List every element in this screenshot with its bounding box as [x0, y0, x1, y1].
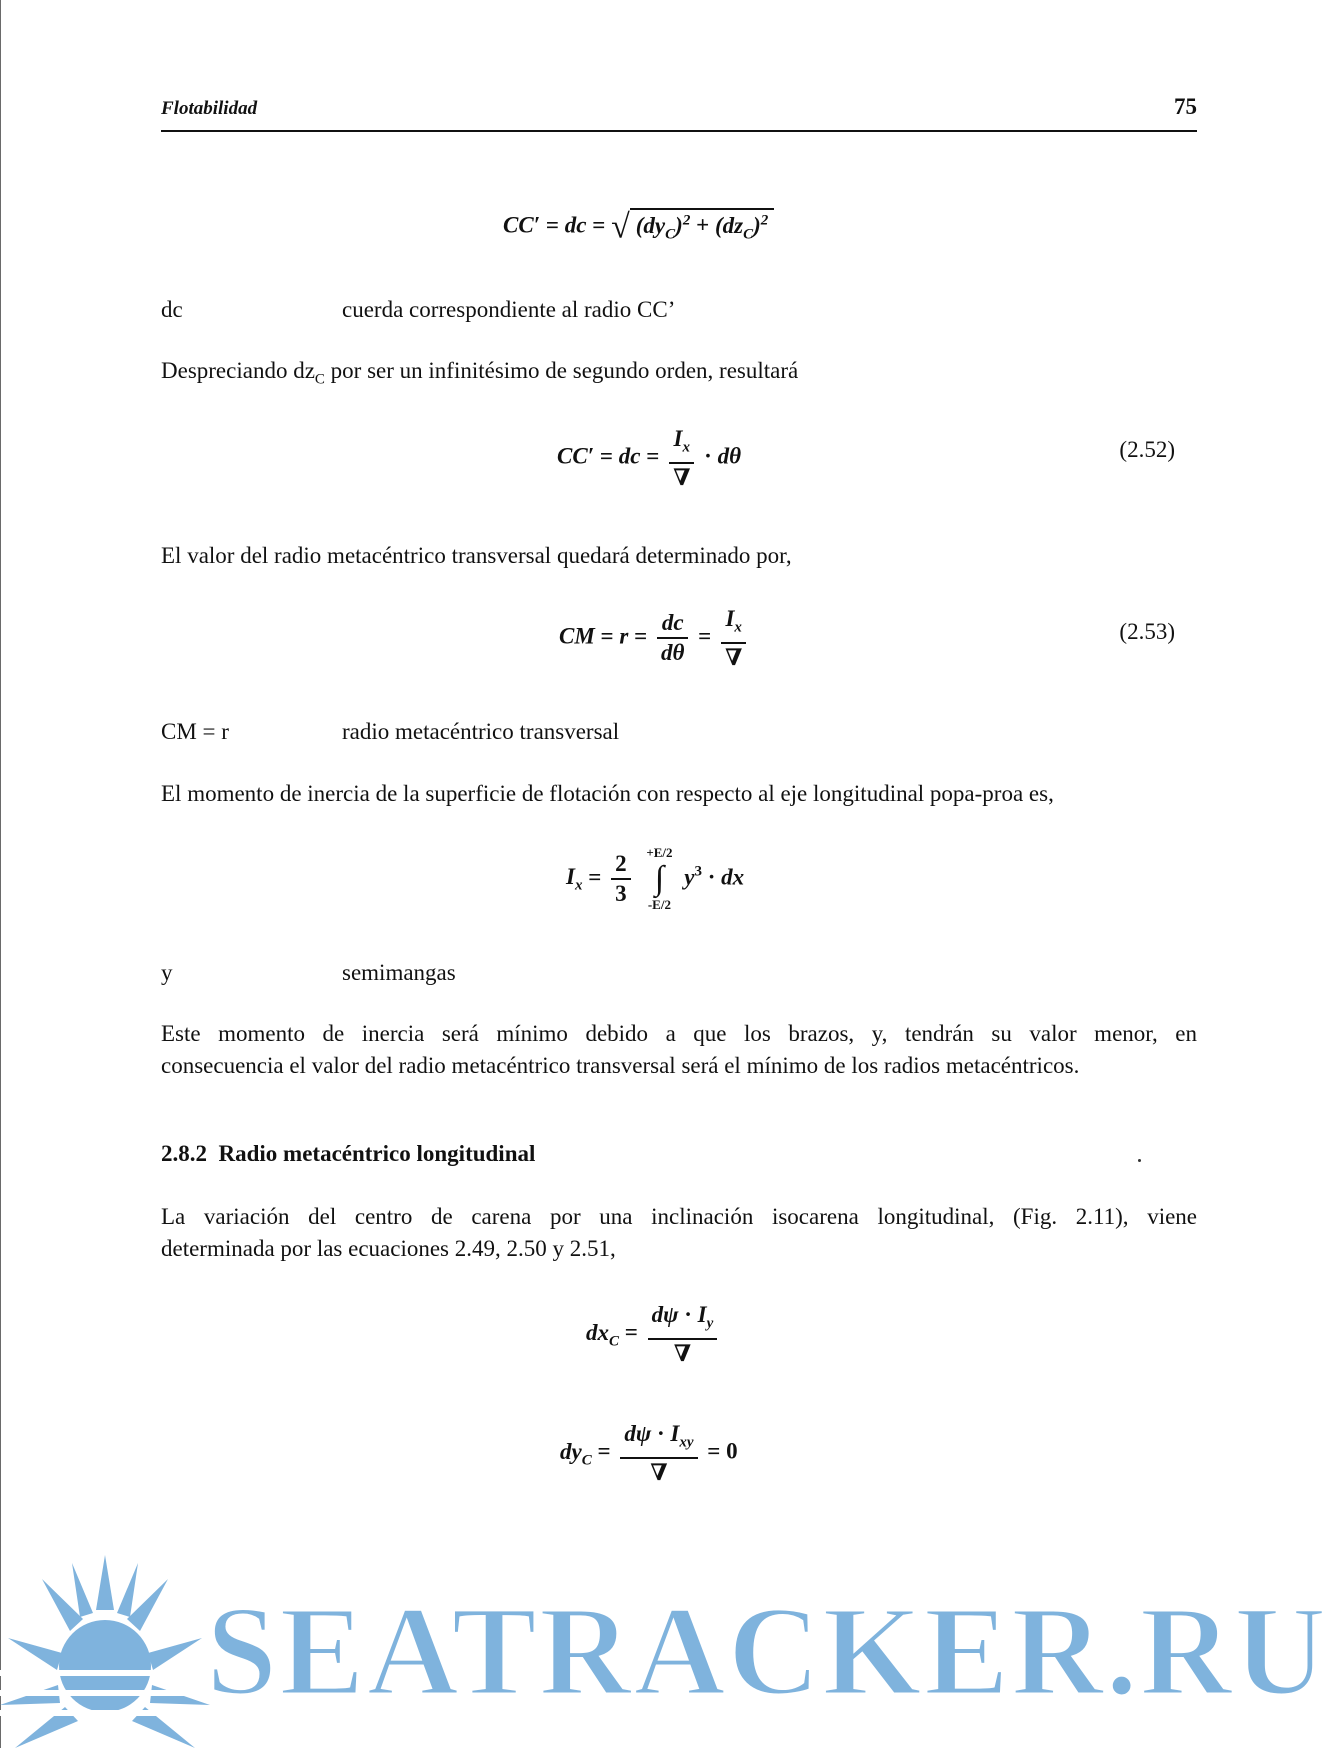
definition-term-cm: CM = r	[161, 719, 229, 744]
print-speck	[1138, 1159, 1141, 1162]
page-header	[161, 94, 1197, 132]
paragraph-despreciando: Despreciando $dz_C$ por ser un infinitésimo de segundo orden, resultará	[161, 358, 799, 388]
paragraph-variacion-line-2: determinada por las ecuaciones 2.49, 2.50 y 2.51,	[161, 1236, 616, 1261]
paragraph-minimo-line-1: Este momento de inercia será mínimo debido a que los brazos, y, tendrán su valor menor, en	[161, 1021, 1197, 1046]
definition-text-dc: cuerda correspondiente al radio CC’	[342, 297, 676, 322]
definition-term-y: y	[161, 960, 173, 985]
equation-dyc: $dy_C$ = $\frac{d\psi \cdot I_{xy}}{\nabla}$ = 0	[560, 1421, 738, 1485]
integral-symbol: +E/2 ∫ -E/2	[646, 845, 673, 912]
definition-text-cm: radio metacéntrico transversal	[342, 719, 620, 744]
equation-2-53: CM = r = $\frac{dc}{d\theta}$ = $\frac{I_x}{\nabla}$	[559, 605, 750, 672]
section-heading	[161, 1141, 535, 1167]
equation-ix-integral: $I_x$ = $\frac{2}{3}$ +E/2 ∫ -E/2 $y^3$ · dx	[566, 845, 745, 912]
paragraph-radio-transversal: El valor del radio metacéntrico transversal quedará determinado por,	[161, 543, 792, 568]
paragraph-minimo-line-2: consecuencia el valor del radio metacéntrico transversal será el mínimo de los radios metacéntricos.	[161, 1053, 1080, 1078]
definition-text-y: semimangas	[342, 960, 456, 985]
equation-number-2-53: (2.53)	[1119, 619, 1175, 644]
sqrt-symbol: √	[611, 208, 630, 246]
definition-term-dc: dc	[161, 297, 183, 322]
page-number: 75	[1174, 94, 1197, 119]
equation-cc-sqrt: CC′ = dc = √ $(dy_C)^2 + (dz_C)^2$	[503, 208, 774, 246]
section-title: Radio metacéntrico longitudinal	[218, 1141, 536, 1166]
section-number: 2.8.2	[161, 1141, 207, 1166]
paragraph-variacion-line-1: La variación del centro de carena por una inclinación isocarena longitudinal, (Fig. 2.11), viene	[161, 1204, 1197, 1229]
paragraph-momento: El momento de inercia de la superficie de flotación con respecto al eje longitudinal popa-proa es,	[161, 781, 1054, 806]
equation-dxc: $dx_C$ = $\frac{d\psi \cdot I_y}{\nabla}$	[586, 1301, 721, 1368]
running-title: Flotabilidad	[161, 98, 258, 119]
watermark-text: SEATRACKER.RU	[206, 1580, 1329, 1722]
equation-2-52: CC′ = dc = $\frac{I_x}{\nabla}$ · dθ	[557, 426, 742, 490]
equation-number-2-52: (2.52)	[1119, 437, 1175, 462]
page-edge	[0, 0, 1, 1748]
